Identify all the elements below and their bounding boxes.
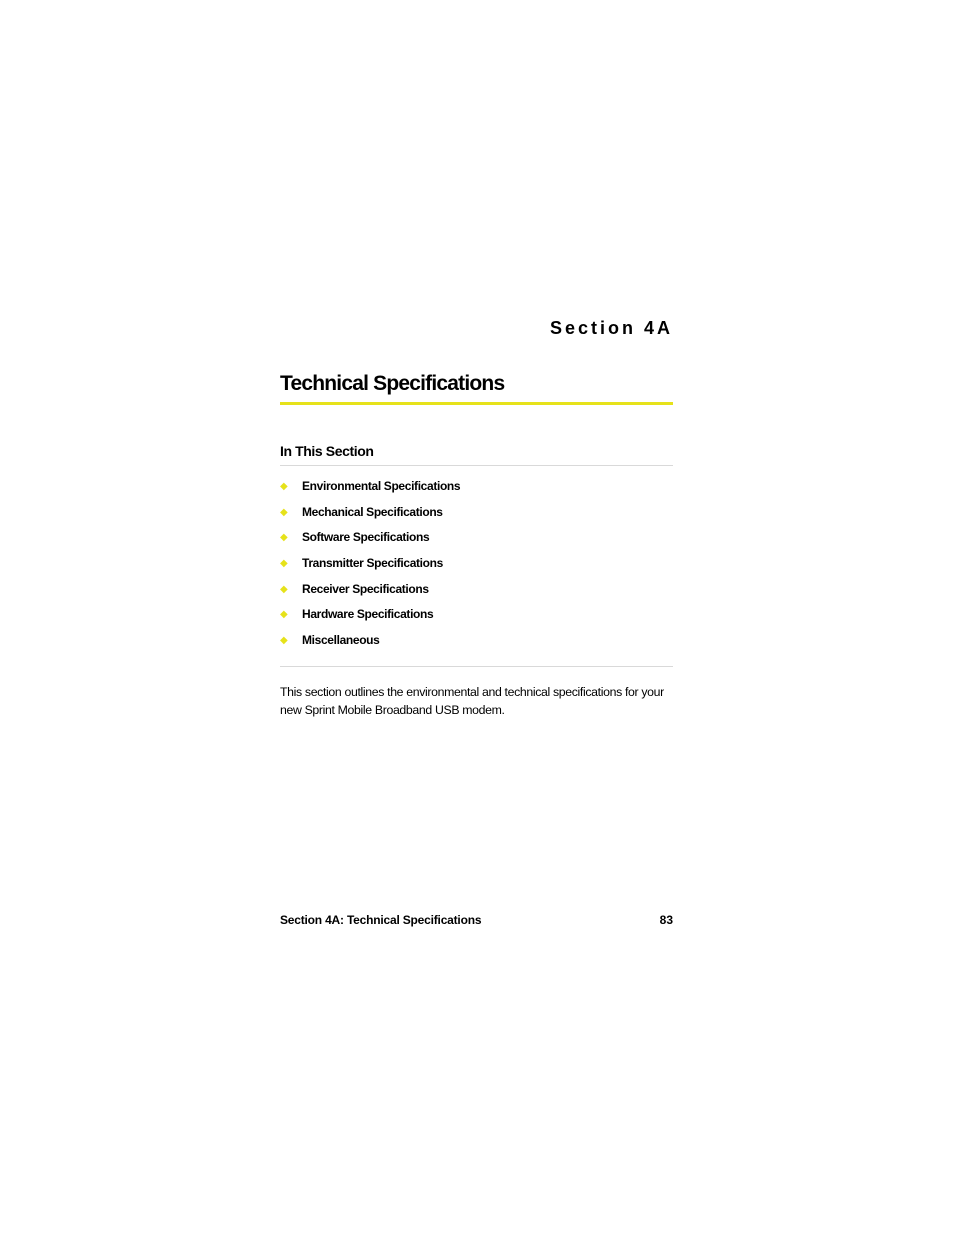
list-item (280, 553, 460, 579)
list-item (280, 527, 460, 553)
intro-paragraph: This section outlines the environmental and technical specifications for your new Sprint Mobile Broadband USB modem. (280, 685, 664, 717)
list-item (280, 502, 460, 528)
diamond-icon: ◆ (280, 532, 288, 544)
diamond-icon: ◆ (280, 609, 288, 621)
section-contents-list (280, 476, 460, 656)
list-item-label: Receiver Specifications (302, 581, 429, 596)
section-label: Section 4A (549, 318, 673, 338)
list-item-label: Environmental Specifications (302, 479, 461, 493)
footer-running-title: Section 4A: Technical Specifications (280, 913, 482, 927)
document-page (280, 0, 673, 1235)
divider-bottom (280, 666, 673, 667)
list-item-label: Miscellaneous (302, 633, 380, 648)
diamond-icon: ◆ (280, 583, 288, 595)
page-title: Technical Specifications (280, 372, 505, 395)
list-item-label: Mechanical Specifications (302, 504, 443, 519)
list-item (280, 630, 460, 656)
diamond-icon: ◆ (280, 558, 288, 570)
in-this-section-heading: In This Section (280, 443, 374, 459)
list-item-label: Transmitter Specifications (302, 556, 443, 571)
title-underline (280, 402, 673, 405)
list-item (280, 476, 460, 502)
diamond-icon: ◆ (280, 506, 288, 518)
footer-page-number: 83 (659, 913, 673, 927)
list-item (280, 604, 460, 630)
diamond-icon: ◆ (280, 481, 288, 492)
list-item-label: Hardware Specifications (302, 607, 434, 622)
diamond-icon: ◆ (280, 635, 288, 647)
list-item (280, 579, 460, 605)
list-item-label: Software Specifications (302, 530, 430, 545)
divider-top (280, 465, 673, 466)
